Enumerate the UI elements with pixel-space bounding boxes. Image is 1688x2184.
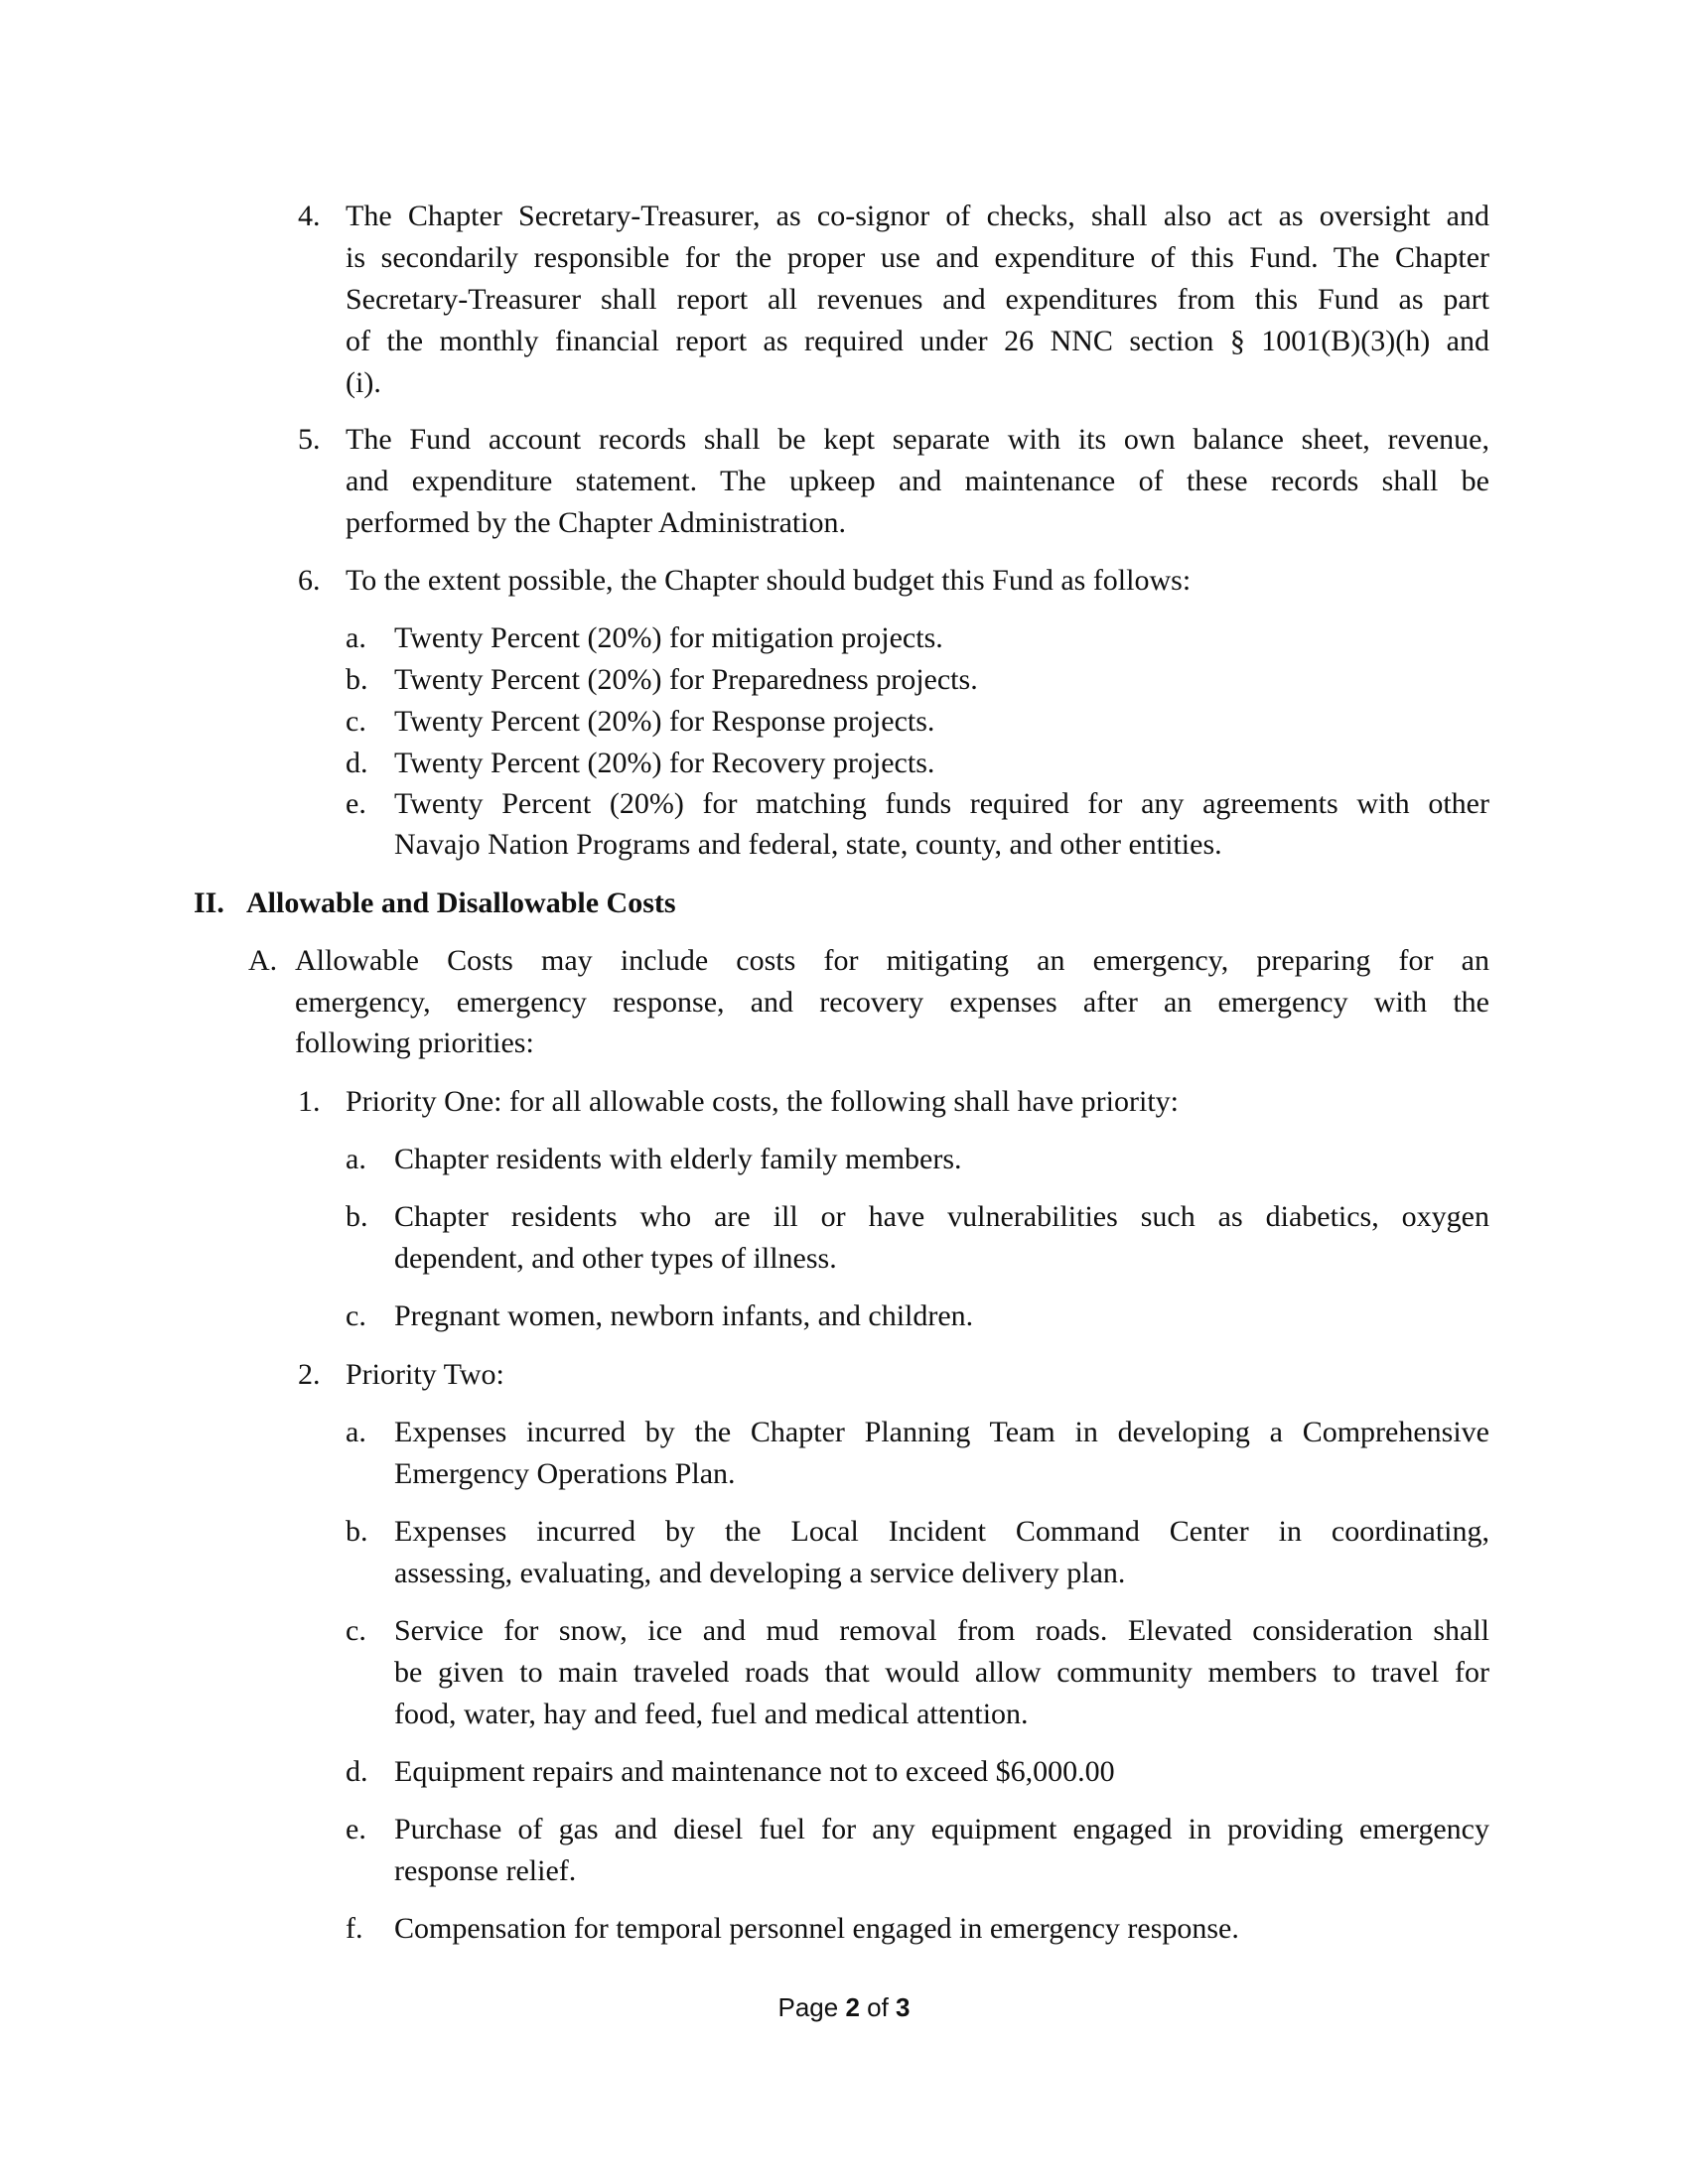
list-item-6-marker: 6. <box>298 564 321 597</box>
budget-item-text: Twenty Percent (20%) for mitigation projects. <box>394 621 943 654</box>
subsection-a-text: emergency, emergency response, and recovery expenses after an emergency with the <box>295 986 1489 1019</box>
page-footer <box>0 1992 1688 2023</box>
list-item-4-text: (i). <box>346 366 381 399</box>
priority-two-item-text: Compensation for temporal personnel engaged in emergency response. <box>394 1912 1239 1945</box>
list-item-4-text: Secretary-Treasurer shall report all revenues and expenditures from this Fund as part <box>346 283 1489 316</box>
section-title: Allowable and Disallowable Costs <box>246 887 676 919</box>
priority-one-marker: 1. <box>298 1085 321 1118</box>
list-item-5-text: The Fund account records shall be kept separate with its own balance sheet, revenue, <box>346 423 1489 456</box>
list-item-5-text: and expenditure statement. The upkeep and maintenance of these records shall be <box>346 465 1489 497</box>
section-marker: II. <box>194 887 224 919</box>
priority-one-item-text: Pregnant women, newborn infants, and children. <box>394 1299 974 1332</box>
priority-two-item-text: Expenses incurred by the Chapter Planning Team in developing a Comprehensive <box>394 1416 1489 1448</box>
list-item-6-text: To the extent possible, the Chapter should budget this Fund as follows: <box>346 564 1192 597</box>
priority-two-item-marker: b. <box>346 1515 368 1548</box>
priority-two-item-text: food, water, hay and feed, fuel and medical attention. <box>394 1698 1029 1730</box>
priority-one-item-text: dependent, and other types of illness. <box>394 1242 837 1275</box>
priority-two-marker: 2. <box>298 1358 321 1391</box>
priority-one-item-marker: a. <box>346 1143 366 1175</box>
budget-item-marker: b. <box>346 663 368 696</box>
priority-two-item-marker: f. <box>346 1912 363 1945</box>
priority-one-item-text: Chapter residents who are ill or have vulnerabilities such as diabetics, oxygen <box>394 1200 1489 1233</box>
subsection-a-marker: A. <box>248 944 278 977</box>
current-page: 2 <box>845 1992 860 2022</box>
budget-item-text: Twenty Percent (20%) for matching funds required for any agreements with other <box>394 787 1489 820</box>
budget-item-marker: c. <box>346 705 366 738</box>
budget-item-marker: e. <box>346 787 366 820</box>
list-item-4-text: The Chapter Secretary-Treasurer, as co-signor of checks, shall also act as oversight and <box>346 200 1489 232</box>
priority-two-item-text: Equipment repairs and maintenance not to exceed $6,000.00 <box>394 1755 1115 1788</box>
priority-one-item-marker: b. <box>346 1200 368 1233</box>
priority-two-text: Priority Two: <box>346 1358 504 1391</box>
priority-two-item-marker: e. <box>346 1813 366 1845</box>
budget-item-text: Navajo Nation Programs and federal, state, county, and other entities. <box>394 828 1222 861</box>
priority-two-item-text: be given to main traveled roads that would allow community members to travel for <box>394 1656 1489 1689</box>
priority-two-item-marker: c. <box>346 1614 366 1647</box>
footer-of: of <box>859 1992 897 2022</box>
priority-two-item-text: Service for snow, ice and mud removal from roads. Elevated consideration shall <box>394 1614 1489 1647</box>
priority-two-item-text: Emergency Operations Plan. <box>394 1457 736 1490</box>
subsection-a-text: Allowable Costs may include costs for mitigating an emergency, preparing for an <box>295 944 1489 977</box>
budget-item-text: Twenty Percent (20%) for Preparedness projects. <box>394 663 978 696</box>
priority-two-item-text: assessing, evaluating, and developing a service delivery plan. <box>394 1557 1126 1589</box>
priority-two-item-marker: a. <box>346 1416 366 1448</box>
priority-two-item-text: Expenses incurred by the Local Incident Command Center in coordinating, <box>394 1515 1489 1548</box>
priority-one-item-marker: c. <box>346 1299 366 1332</box>
footer-prefix: Page <box>777 1992 846 2022</box>
subsection-a-text: following priorities: <box>295 1026 534 1059</box>
list-item-4-text: is secondarily responsible for the proper use and expenditure of this Fund. The Chapter <box>346 241 1489 274</box>
list-item-4-text: of the monthly financial report as required under 26 NNC section § 1001(B)(3)(h) and <box>346 325 1489 357</box>
priority-one-text: Priority One: for all allowable costs, the following shall have priority: <box>346 1085 1179 1118</box>
priority-one-item-text: Chapter residents with elderly family members. <box>394 1143 962 1175</box>
list-item-5-marker: 5. <box>298 423 321 456</box>
list-item-5-text: performed by the Chapter Administration. <box>346 506 847 539</box>
budget-item-marker: d. <box>346 747 368 779</box>
list-item-4-marker: 4. <box>298 200 321 232</box>
total-pages: 3 <box>896 1992 911 2022</box>
budget-item-marker: a. <box>346 621 366 654</box>
budget-item-text: Twenty Percent (20%) for Recovery projects. <box>394 747 935 779</box>
budget-item-text: Twenty Percent (20%) for Response projects. <box>394 705 935 738</box>
priority-two-item-text: response relief. <box>394 1854 577 1887</box>
priority-two-item-text: Purchase of gas and diesel fuel for any equipment engaged in providing emergency <box>394 1813 1489 1845</box>
priority-two-item-marker: d. <box>346 1755 368 1788</box>
